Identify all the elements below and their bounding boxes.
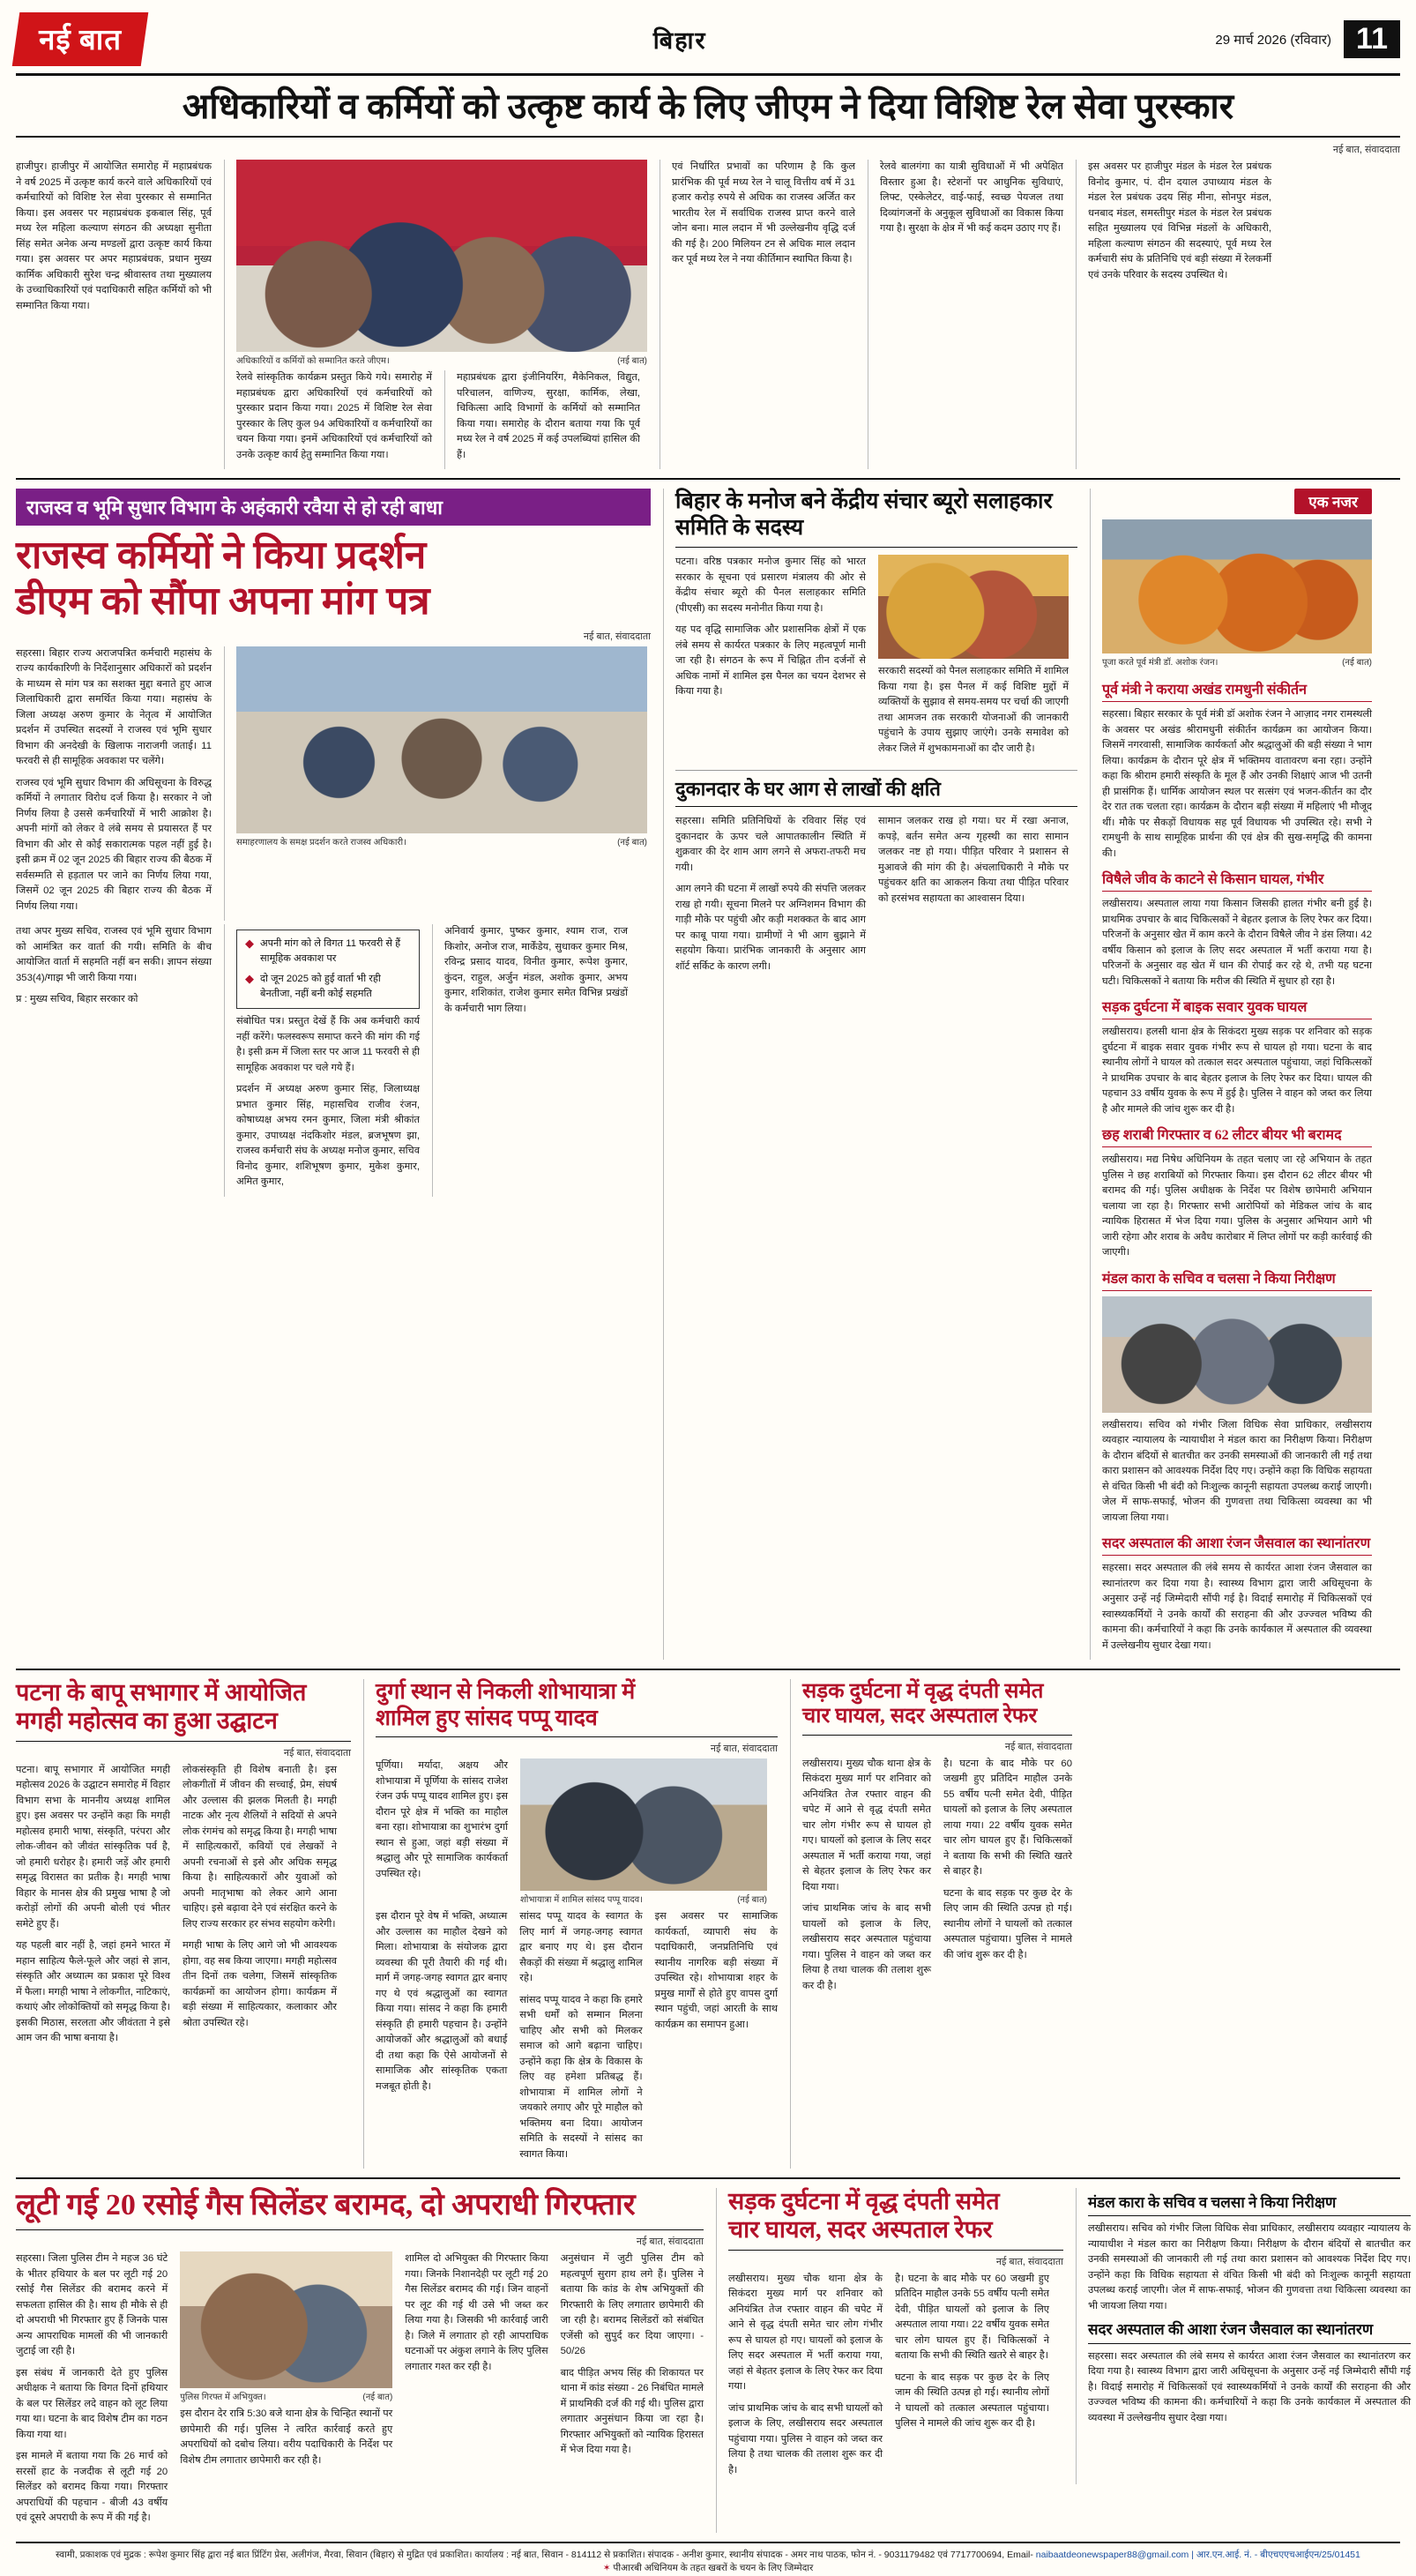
manoj-column xyxy=(663,489,1077,1660)
footer-line-3 xyxy=(16,2562,1400,2576)
revenue-kicker: राजस्व व भूमि सुधार विभाग के अहंकारी रवैया से हो रही बाधा xyxy=(16,489,651,526)
revenue-byline: नई बात, संवाददाता xyxy=(583,631,651,642)
lead-col-2 xyxy=(236,370,432,469)
fire-col-1 xyxy=(675,814,866,981)
accident-para-1: लखीसराय। मुख्य चौक थाना क्षेत्र के सिकंदरा मुख्य मार्ग पर शनिवार को अनियंत्रित तेज रफ्तार वाहन की चपेट में आने से वृद्ध दंपती समेत चार लोग गंभीर रूप से घायल हो गए। घायलों को इलाज के लिए सदर अस्पताल में भर्ती कराया गया, जहां से बेहतर इलाज के लिए रेफर कर दिया गया। xyxy=(802,1758,931,1893)
cylinder-para-3: इस मामले में बताया गया कि 26 मार्च को सरसों हाट के नजदीक से लूटी गई 20 सिलेंडर को बरामद किया गया। गिरफ्तार अपराधियों की पहचान - बीजी 43 वर्षीय एवं दूसरे अपराधी के रूप में की गई है। xyxy=(16,2451,168,2524)
cylinder-para-1: सहरसा। जिला पुलिस टीम ने महज 36 घंटे के भीतर हथियार के बल पर लूटी गई 20 रसोई गैस सिलेंडर की बरामद करने में सफलता हासिल की है। साथ ही मौके से ही दो अपराधी भी गिरफ्तार हुए हैं जिनके पास अन्य आपराधिक मामलों की भी जानकारी जुटाई जा रही है। xyxy=(16,2253,168,2357)
newspaper-logo xyxy=(12,12,149,66)
manoj-col-1 xyxy=(675,555,866,763)
revenue-photo-caption: समाहरणालय के समक्ष प्रदर्शन करते राजस्व अधिकारी। xyxy=(236,837,406,847)
magahi-col-2 xyxy=(183,1763,337,2053)
cylinder-col-1 xyxy=(16,2251,168,2533)
accident2-para-1: लखीसराय। मुख्य चौक थाना क्षेत्र के सिकंदरा मुख्य मार्ग पर शनिवार को अनियंत्रित तेज रफ्तार वाहन की चपेट में आने से वृद्ध दंपती समेत चार लोग गंभीर रूप से घायल हो गए। घायलों को इलाज के लिए सदर अस्पताल में भर्ती कराया गया, जहां से बेहतर इलाज के लिए रेफर कर दिया गया। xyxy=(728,2273,883,2393)
lead-para-3: महाप्रबंधक द्वारा इंजीनियरिंग, मैकेनिकल, विद्युत, परिचालन, वाणिज्य, सुरक्षा, कार्मिक, लेखा, चिकित्सा आदि विभागों के कर्मियों को सम्मानित किया गया। समारोह के दौरान बताया गया कि पूर्व मध्य रेल ने वर्ष 2025 में कई उपलब्धियां हासिल की हैं। xyxy=(457,372,640,460)
durga-caption-line xyxy=(520,1891,767,1909)
accident2-left xyxy=(728,2188,1063,2484)
manoj-para-3: सरकारी सदस्यों को पैनल सलाहकार समिति में शामिल किया गया है। इस पैनल में कई विशिष्ट मुद्दों में व्यक्तियों के सुझाव से समय-समय पर चर्चा की जाएगी तथा आमजन तक सरकारी योजनाओं की जानकारी पहुंचाने के उपाय सुझाए जाएंगे। उनके समावेश को लेकर जिले में शुभकामनाओं का दौर जारी है। xyxy=(878,666,1069,754)
rail-item-body-4: लखीसराय। मद्य निषेध अधिनियम के तहत चलाए जा रहे अभियान के तहत पुलिस ने छह शराबियों को गिरफ्तार किया। इस दौरान 62 लीटर बीयर भी बरामद की गई। पुलिस अधीक्षक के निर्देश पर विशेष छापेमारी अभियान चलाया जा रहा है। गिरफ्तार सभी आरोपियों को मेडिकल जांच के बाद न्यायिक हिरासत में भेज दिया गया। पुलिस के अनुसार अभियान आगे भी जारी रहेगा और शराब के अवैध कारोबार में लिप्त लोगों पर कड़ी कार्रवाई की जाएगी। xyxy=(1102,1154,1372,1258)
section-title: बिहार xyxy=(652,27,707,54)
magahi-story xyxy=(16,1679,351,2169)
accident-col-1 xyxy=(802,1757,931,2001)
rail-item-body-3: लखीसराय। हलसी थाना क्षेत्र के सिकंदरा मुख्य सड़क पर शनिवार को सड़क दुर्घटना में बाइक सवार युवक गंभीर रूप से घायल हो गया। घटना के बाद स्थानीय लोगों ने घायल को तत्काल सदर अस्पताल पहुंचाया, जहां चिकित्सकों ने प्राथमिक उपचार के बाद बेहतर इलाज के लिए रेफर कर दिया। घायल की पहचान 33 वर्षीय युवक के रूप में हुई है। पुलिस ने वाहन को जब्त कर लिया है और मामले की जांच शुरू कर दी है। xyxy=(1102,1027,1372,1115)
logo-text: नई बात xyxy=(39,25,123,56)
magahi-byline: नई बात, संवाददाता xyxy=(283,1747,351,1758)
rail-dup-body-6: सहरसा। सदर अस्पताल की लंबे समय से कार्यरत आशा रंजन जैसवाल का स्थानांतरण कर दिया गया है। स्वास्थ्य विभाग द्वारा जारी अधिसूचना के अनुसार उन्हें नई जिम्मेदारी सौंपी गई है। विदाई समारोह में चिकित्सकों एवं स्वास्थ्यकर्मियों ने उनके कार्यों की सराहना की और उज्ज्वल भविष्य की कामना की। कर्मचारियों ने कहा कि उनके कार्यकाल में अस्पताल की व्यवस्था में उल्लेखनीय सुधार देखा गया। xyxy=(1088,2350,1411,2423)
lead-headline: अधिकारियों व कर्मियों को उत्कृष्ट कार्य के लिए जीएम ने दिया विशिष्ट रेल सेवा पुरस्कार xyxy=(16,76,1400,138)
fourth-band xyxy=(16,2188,1411,2533)
fire-para-3: सामान जलकर राख हो गया। घर में रखा अनाज, कपड़े, बर्तन समेत अन्य गृहस्थी का सारा सामान जलकर नष्ट हो गया। पीड़ित परिवार ने प्रशासन से मुआवजे की मांग की है। अंचलाधिकारी ने मौके पर पहुंचकर क्षति का आकलन किया तथा पीड़ित परिवार को हरसंभव सहायता का आश्वासन दिया। xyxy=(878,816,1069,904)
accident-headline-1: सड़क दुर्घटना में वृद्ध दंपती समेत xyxy=(802,1680,1044,1703)
accident-byline: नई बात, संवाददाता xyxy=(1004,1741,1072,1752)
durga-top xyxy=(376,1758,778,1909)
lead-subcols xyxy=(236,370,647,469)
magahi-headline-1: पटना के बापू सभागार में आयोजित xyxy=(16,1679,307,1706)
fire-para-2: आग लगने की घटना में लाखों रुपये की संपत्ति जलकर राख हो गयी। सूचना मिलने पर अग्निशमन विभाग की गाड़ी मौके पर पहुंची और कड़ी मशक्कत के बाद आग पर काबू पाया गया। ग्रामीणों ने भी आग बुझाने में सहयोग किया। प्रारंभिक जानकारी के अनुसार आग शॉर्ट सर्किट के कारण लगी। xyxy=(675,884,866,972)
rail-item-title-6: सदर अस्पताल की आशा रंजन जैसवाल का स्थानांतरण xyxy=(1102,1533,1372,1556)
footer xyxy=(16,2542,1400,2576)
revenue-bullet-2 xyxy=(245,972,411,1002)
revenue-bullet-box xyxy=(236,930,420,1009)
lead-photo-col xyxy=(224,160,647,469)
revenue-para-2: राजस्व एवं भूमि सुधार विभाग की अधिसूचना के विरुद्ध कर्मियों ने लगातार विरोध दर्ज किया है। सरकार ने जो निर्णय लिया है उससे कर्मचारियों में भारी आक्रोश है। अपनी मांगों को लेकर वे लंबे समय से प्रयासरत हैं पर विभाग की ओर से कोई सकारात्मक पहल नहीं हुई है। इसी क्रम में 02 जून 2025 की बिहार राज्य की बैठक में सर्वसम्मति से हड़ताल पर जाने का निर्णय लिया गया, जिसमें 02 जून 2025 की बिहार राज्य की बैठक में निर्णय लिया गया। xyxy=(16,777,212,912)
eknazar-caption-line xyxy=(1102,653,1372,672)
lead-byline: नई बात, संवाददाता xyxy=(1332,145,1400,155)
cylinder-col-4 xyxy=(561,2251,704,2533)
divider-3 xyxy=(16,1669,1400,1670)
rail-item-title-5: मंडल कारा के सचिव व चलसा ने किया निरीक्षण xyxy=(1102,1268,1372,1291)
fire-para-1: सहरसा। समिति प्रतिनिधियों के रविवार सिंह एवं दुकानदार के ऊपर चले आपातकालीन स्थिति में शुक्रवार की देर शाम आग लगने से अफरा-तफरी मच गयी। xyxy=(675,816,866,873)
cylinder-body xyxy=(16,2251,704,2533)
magahi-body xyxy=(16,1763,351,2053)
lead-story xyxy=(16,160,1400,469)
accident2-right xyxy=(1076,2188,1411,2484)
lead-photo xyxy=(236,160,647,352)
revenue-headline-2: डीएम को सौंपा अपना मांग पत्र xyxy=(16,579,430,623)
revenue-bullet-text-1: अपनी मांग को ले विगत 11 फरवरी से हैं सामूहिक अवकाश पर xyxy=(260,938,401,965)
durga-col-4 xyxy=(655,1909,778,2169)
fire-body xyxy=(675,814,1077,981)
revenue-bullets-col xyxy=(224,924,420,1196)
durga-photo xyxy=(520,1758,767,1891)
rail-item-title-2: विषैले जीव के काटने से किसान घायल, गंभीर xyxy=(1102,869,1372,892)
revenue-photo-credit: (नई बात) xyxy=(617,837,647,847)
durga-para-4: सांसद पप्पू यादव ने कहा कि हमारे सभी धर्मों को सम्मान मिलना चाहिए और सभी को मिलकर समाज को आगे बढ़ाना चाहिए। उन्होंने कहा कि क्षेत्र के विकास के लिए वह हमेशा प्रतिबद्ध हैं। शोभायात्रा में शामिल लोगों ने जयकारे लगाए और पूरे माहौल को भक्तिमय बना दिया। आयोजन समिति के सदस्यों ने सांसद का स्वागत किया। xyxy=(519,1994,643,2160)
revenue-para-6: प्रदर्शन में अध्यक्ष अरुण कुमार सिंह, जिलाध्यक्ष प्रभात कुमार सिंह, महासचिव राजीव रंजन, कोषाध्यक्ष अभय रमन कुमार, जिला मंत्री श्रीकांत कुमार, उपाध्यक्ष नंदकिशोर मंडल, ब्रजभूषण झा, राजस्व कर्मचारी संघ के अध्यक्ष मनोज कुमार, सचिव विनोद कुमार, शशिभूषण कुमार, मुकेश कुमार, अमित कुमार, xyxy=(236,1084,420,1188)
cylinder-story xyxy=(16,2188,704,2533)
durga-photo-credit: (नई बात) xyxy=(737,1895,767,1905)
magahi-para-4: मगही भाषा के लिए आगे जो भी आवश्यक होगा, वह सब किया जाएगा। मगही महोत्सव तीन दिनों तक चलेगा, जिसमें सांस्कृतिक कार्यक्रमों का आयोजन होगा। कार्यक्रम में बड़ी संख्या में साहित्यकार, कलाकार और श्रोता उपस्थित रहे। xyxy=(183,1940,337,2028)
accident-para-3: है। घटना के बाद मौके पर 60 जखमी हुए प्रतिदिन माहौल उनके 55 वर्षीय पत्नी समेत देवी, पीड़ित घायलों को इलाज के लिए अस्पताल लाया गया। 22 वर्षीय युवक समेत चार लोग घायल हुए हैं। चिकित्सकों ने बताया कि सभी की स्थिति खतरे से बाहर है। xyxy=(943,1758,1072,1878)
accident2-byline: नई बात, संवाददाता xyxy=(995,2256,1063,2267)
accident2-story xyxy=(716,2188,1411,2533)
accident-story xyxy=(790,1679,1072,2169)
lead-para-1: हाजीपुर। हाजीपुर में आयोजित समारोह में महाप्रबंधक ने वर्ष 2025 में उत्कृष्ट कार्य करने वाले अधिकारियों एवं कर्मचारियों को विशिष्ट रेल सेवा पुरस्कार से सम्मानित किया। इस अवसर पर महाप्रबंधक इकबाल सिंह, पूर्व मध्य रेल महिला कल्याण संगठन की अध्यक्षा सुनीता सिंह समेत अनेक अन्य मण्डलों द्वारा उत्कृष्ट कार्य किया गया। इस अवसर पर अपर महाप्रबंधक, प्रधान मुख्य कार्मिक अधिकारी सुरेश चन्द्र श्रीवास्तव तथा मुख्यालय के उच्चाधिकारियों एवं पदाधिकारी सहित कर्मियों को भी सम्मानित किया गया। xyxy=(16,161,212,311)
cylinder-byline: नई बात, संवाददाता xyxy=(636,2236,704,2248)
divider-4 xyxy=(16,2177,1400,2179)
durga-bottom xyxy=(376,1909,778,2169)
durga-story xyxy=(363,1679,778,2169)
divider-2 xyxy=(675,770,1077,771)
cylinder-para-2: इस संबंध में जानकारी देते हुए पुलिस अधीक्षक ने बताया कि विगत दिनों हथियार के बल पर सिलेंडर लदे वाहन को लूट लिया गया था। घटना के बाद विशेष टीम का गठन किया गया था। xyxy=(16,2367,168,2440)
lead-col-4 xyxy=(660,160,855,469)
revenue-para-3: तथा अपर मुख्य सचिव, राजस्व एवं भूमि सुधार विभाग को आमंत्रित कर वार्ता की गयी। समिति के बीच आयोजित वार्ता में सहमति नहीं बन सकी। ज्ञापन संख्या 353(4)/गाझ भी जारी किया गया। xyxy=(16,926,212,983)
manoj-col-2 xyxy=(878,555,1069,763)
revenue-photo-col xyxy=(224,646,647,922)
lead-col-1 xyxy=(16,160,212,469)
eknazar-rail xyxy=(1090,489,1372,1660)
revenue-col-2 xyxy=(16,924,212,1196)
durga-byline: नई बात, संवाददाता xyxy=(710,1743,778,1754)
fire-col-2 xyxy=(878,814,1069,981)
footer-imprint: स्वामी, प्रकाशक एवं मुद्रक : रूपेश कुमार सिंह द्वारा नई बात प्रिंटिंग प्रेस, अलीगंज, मैरवा, सिवान (बिहार) से मुद्रित एवं प्रकाशित। कार्यालय : नई बात, सिवान - 814112 से प्रकाशित। संपादक - अनीश कुमार, स्थानीय संपादक - अमर नाथ पाठक, फोन नं. - 9031179482 एवं 7717700694, Email- xyxy=(56,2549,1033,2560)
eknazar-badge: एक नजर xyxy=(1294,489,1372,514)
revenue-para-1: सहरसा। बिहार राज्य अराजपत्रित कर्मचारी महासंघ के राज्य कार्यकारिणी के निर्देशानुसार अधिकारों को प्रदर्शन के माध्यम से मांग पत्र का सशक्त मुद्दा बनाते हुए आज जिलाधिकारी द्वारा समर्थित किया गया। महासंघ के जिला अध्यक्ष अरुण कुमार के नेतृत्व में आयोजित प्रदर्शन में उपस्थित सदस्यों ने राजस्व एवं भूमि सुधार विभाग की अनदेखी के खिलाफ नाराजगी जताई। 11 फरवरी से ही सामूहिक अवकाश पर चलेंगे। xyxy=(16,647,212,767)
fire-headline: दुकानदार के घर आग से लाखों की क्षति xyxy=(675,778,1077,807)
cylinder-photo-caption: पुलिस गिरफ्त में अभियुक्त। xyxy=(180,2393,266,2403)
middle-band xyxy=(16,489,1400,1660)
rail-dup-title-6: सदर अस्पताल की आशा रंजन जैसवाल का स्थानांतरण xyxy=(1088,2320,1411,2343)
revenue-top xyxy=(16,646,651,922)
revenue-bullet-1 xyxy=(245,937,411,967)
footer-line-1 xyxy=(16,2549,1400,2563)
cylinder-para-4: शामिल दो अभियुक्त की गिरफ्तार किया गया। जिनके निशानदेही पर लूटी गई 20 गैस सिलेंडर बरामद की गई। जिन वाहनों पर लूट की गई थी उसे भी जब्त कर लिया गया है। जिसकी भी कार्रवाई जारी है। जिले में लगातार हो रही आपराधिक घटनाओं पर अंकुश लगाने के लिए पुलिस लगातार गश्त कर रही है। xyxy=(405,2253,548,2372)
masthead-right xyxy=(1215,20,1400,58)
durga-para-3: सांसद पप्पू यादव के स्वागत के लिए मार्ग में जगह-जगह स्वागत द्वार बनाए गए थे। इस दौरान सैकड़ों की संख्या में श्रद्धालु शामिल रहे। xyxy=(519,1911,643,1983)
accident2-body xyxy=(728,2272,1063,2485)
third-band xyxy=(16,1679,1400,2169)
revenue-col-3 xyxy=(432,924,628,1196)
durga-headline-1: दुर्गा स्थान से निकली शोभायात्रा में xyxy=(376,1680,636,1704)
rail-item-body-2: लखीसराय। अस्पताल लाया गया किसान जिसकी हालत गंभीर बनी हुई है। प्राथमिक उपचार के बाद चिकित्सकों ने बेहतर इलाज के लिए रेफर कर दिया। परिजनों के अनुसार खेत में काम करने के दौरान विषैले जीव ने डंस लिया। 42 वर्षीय किसान को इलाज के लिए सदर अस्पताल में भर्ती कराया गया है। परिजनों के अनुसार वह खेत में धान की रोपाई कर रहे थे, तभी यह घटना घटी। चिकित्सकों ने बताया कि मरीज की स्थिति में सुधार हो रहा है। xyxy=(1102,899,1372,987)
cylinder-para-6: अनुसंधान में जुटी पुलिस टीम को महत्वपूर्ण सुराग हाथ लगे हैं। पुलिस ने बताया कि कांड के शेष अभियुक्तों की गिरफ्तारी के लिए लगातार छापेमारी की जा रही है। बरामद सिलेंडरों को संबंधित एजेंसी को सुपुर्द कर दिया जाएगा। - 50/26 xyxy=(560,2253,704,2357)
magahi-para-1: पटना। बापू सभागार में आयोजित मगही महोत्सव 2026 के उद्घाटन समारोह में विहार विभाग सभा के माननीय अध्यक्ष शामिल हुए। इस अवसर पर उन्होंने कहा कि मगही महोत्सव हमारी भाषा, संस्कृति, परंपरा और लोक-जीवन को जीवंत सांस्कृतिक पर्व है, जो हमारी धरोहर है। हमारी जड़ें और हमारी समृद्ध विरासत का प्रतीक है। मगही भाषा विहार के मानस क्षेत्र की प्रमुख भाषा है जो करोड़ों लोगों की अपनी बोली एवं भीतर समेटे हुए हैं। xyxy=(16,1764,170,1930)
revenue-para-7: अनिवार्य कुमार, पुष्कर कुमार, श्याम राज, राज किशोर, अनोज राज, मार्केंडेय, सुधाकर कुमार मिश्र, रविन्द्र प्रसाद यादव, विनीत कुमार, रूपेश कुमार, कुंदन, राहुल, अर्जुन मंडल, अशोक कुमार, अभय कुमार, शशिकांत, राजेश कुमार समेत विभिन्न प्रखंडों के कर्मचारी भाग लिया। xyxy=(444,926,628,1014)
durga-col-1 xyxy=(376,1758,508,1909)
accident-para-2: जांच प्राथमिक जांच के बाद सभी घायलों को इलाज के लिए, लखीसराय सदर अस्पताल पहुंचाया गया। पुलिस ने वाहन को जब्त कर लिया है तथा चालक की तलाश शुरू कर दी है। xyxy=(802,1903,931,1991)
divider-1 xyxy=(16,478,1400,480)
lead-col-6 xyxy=(1076,160,1271,469)
rail-item-body-5: लखीसराय। सचिव को गंभीर जिला विधिक सेवा प्राधिकार, लखीसराय व्यवहार न्यायालय के न्यायाधीश ने मंडल कारा का निरीक्षण किया। निरीक्षण के दौरान बंदियों से बातचीत कर उनकी समस्याओं की जानकारी ली गई तथा कारा प्रशासन को आवश्यक निर्देश दिए गए। उन्होंने कहा कि विधिक सहायता से वंचित किसी भी बंदी को निःशुल्क कानूनी सहायता उपलब्ध कराई जाएगी। जेल में साफ-सफाई, भोजन की गुणवत्ता तथा चिकित्सा व्यवस्था का भी जायजा लिया गया। xyxy=(1102,1419,1372,1523)
cylinder-para-7: बाद पीड़ित अभय सिंह की शिकायत पर थाना में कांड संख्या - 26 निबंधित मामले में प्राथमिकी दर्ज की गई थी। पुलिस द्वारा लगातार अनुसंधान किया जा रहा है। गिरफ्तार अभियुक्तों को न्यायिक हिरासत में भेज दिया गया है। xyxy=(560,2367,704,2456)
eknazar-photo-caption: पूजा करते पूर्व मंत्री डॉ. अशोक रंजन। xyxy=(1102,658,1219,668)
manoj-para-1: पटना। वरिष्ठ पत्रकार मनोज कुमार सिंह को भारत सरकार के सूचना एवं प्रसारण मंत्रालय की ओर से केंद्रीय संचार ब्यूरो की पैनल सलाहकार समिति (पीएसी) का सदस्य मनोनीत किया गया है। xyxy=(675,556,866,614)
publication-date: 29 मार्च 2026 (रविवार) xyxy=(1215,32,1332,48)
revenue-bottom xyxy=(16,924,651,1196)
durga-col-3 xyxy=(519,1909,642,2169)
cylinder-col-3 xyxy=(405,2251,548,2533)
bullet-dot-icon: ◆ xyxy=(245,972,254,986)
revenue-para-5: संबोधित पत्र। प्रस्तुत देखें हैं कि अब कर्मचारी कार्य नहीं करेंगे। फलस्वरूप समाप्त करने की मांग की गई है। इसी क्रम में जिला स्तर पर आज 11 फरवरी से ही सामूहिक अवकाश पर चले गये हैं। xyxy=(236,1016,420,1073)
lead-para-6: इस अवसर पर हाजीपुर मंडल के मंडल रेल प्रबंधक विनोद कुमार, पं. दीन दयाल उपाध्याय मंडल के मंडल रेल प्रबंधक उदय सिंह मीना, सोनपुर मंडल, धनबाद मंडल, समस्तीपुर मंडल के मंडल रेल प्रबंधक सहित मुख्यालय एवं विभिन्न मंडलों के अधिकारी, महिला कल्याण संगठन की सदस्याएं, पूर्व मध्य रेल कर्मचारी संघ के प्रतिनिधि एवं बड़ी संख्या में रेलकर्मी एवं उनके परिवार के सदस्य उपस्थित थे। xyxy=(1088,161,1271,280)
lead-photo-credit: (नई बात) xyxy=(617,356,647,366)
accident2-inner xyxy=(728,2188,1411,2484)
magahi-para-2: यह पहली बार नहीं है, जहां हमने भारत में महान साहित्य फैले-फूले और जहां से ज्ञान, संस्कृति और अध्यात्म का प्रकाश पूरे विश्व में फैला। मगही भाषा ने लोकगीत, नाटिकाएं, कथाएं और लोकोक्तियों को समृद्ध किया है। इसकी मिठास, सरलता और जीवंतता ने इसे आम जन की भाषा बनाया है। xyxy=(16,1940,170,2044)
lead-photo-caption-line xyxy=(236,352,647,370)
footer-contact[interactable]: naibaatdeonewspaper88@gmail.com | आर.एन.आई. नं. - बीएचएएचआईएन/25/01451 xyxy=(1035,2549,1360,2560)
cylinder-photo xyxy=(180,2251,392,2388)
accident2-col-1 xyxy=(728,2272,883,2485)
revenue-photo xyxy=(236,646,647,833)
revenue-bullet-text-2: दो जून 2025 को हुई वार्ता भी रही बेनतीजा, नहीं बनी कोई सहमति xyxy=(260,974,381,1000)
magahi-para-3: लोकसंस्कृति ही विशेष बनाती है। इस लोकगीतों में जीवन की सच्चाई, प्रेम, संघर्ष और उल्लास की झलक मिलती है। मगही नाटक और नृत्य शैलियों ने सदियों से अपने लोक रंगमंच को समृद्ध किया है। मगही भाषा में साहित्यकारों, कवियों एवं लेखकों ने अपनी रचनाओं से इसे और अधिक समृद्ध किया है। साहित्यकारों और युवाओं को अपनी मातृभाषा को लेकर आगे आना चाहिए। इसे बढ़ावा देने एवं संरक्षित करने के लिए राज्य सरकार हर संभव सहयोग करेगी। xyxy=(183,1764,337,1930)
rail-item-body-1: सहरसा। बिहार सरकार के पूर्व मंत्री डॉ अशोक रंजन ने आज़ाद नगर रामस्थली के अवसर पर अखंड श्रीरामधुनी संकीर्तन कार्यक्रम का आयोजन किया। जिसमें नगरवासी, सामाजिक कार्यकर्ता और श्रद्धालुओं की बड़ी संख्या ने भाग लिया। कार्यक्रम के दौरान पूरे क्षेत्र में भक्तिमय वातावरण बना रहा। उन्होंने कहा कि श्रीराम हमारी संस्कृति के मूल हैं और उनकी शिक्षाएं आज भी उतनी ही प्रासंगिक हैं। धार्मिक आयोजन स्थल पर सत्संग एवं भजन-कीर्तन का दौर देर रात तक चलता रहा। कार्यक्रम के दौरान बड़ी संख्या में महिलाएं भी मौजूद थीं। मौके पर सैकड़ों विधायक सह पूर्व विधायक भी उपस्थित रहे। सभी ने रामधुनी के साथ सामूहिक प्रार्थना की एवं क्षेत्र की सुख-समृद्धि की कामना की। xyxy=(1102,709,1372,859)
durga-para-1: पूर्णिया। मर्यादा, अक्षय और शोभायात्रा में पूर्णिया के सांसद राजेश रंजन उर्फ पप्पू यादव शामिल हुए। इस दौरान पूरे क्षेत्र में भक्ति का माहौल बना रहा। शोभायात्रा का शुभारंभ दुर्गा स्थान से हुआ, जहां बड़ी संख्या में श्रद्धालु और पूरे सामाजिक कार्यकर्ता उपस्थित रहे। xyxy=(376,1760,508,1879)
cylinder-headline: लूटी गई 20 रसोई गैस सिलेंडर बरामद, दो अपराधी गिरफ्तार xyxy=(16,2188,704,2230)
rail-photo-2 xyxy=(1102,1296,1372,1413)
lead-col-3 xyxy=(444,370,640,469)
footer-note: पीआरबी अधिनियम के तहत खबरों के चयन के लिए जिम्मेदार xyxy=(613,2563,814,2574)
magahi-headline-2: मगही महोत्सव का हुआ उद्घाटन xyxy=(16,1707,351,1742)
accident2-para-3: है। घटना के बाद मौके पर 60 जखमी हुए प्रतिदिन माहौल उनके 55 वर्षीय पत्नी समेत देवी, पीड़ित घायलों को इलाज के लिए अस्पताल लाया गया। 22 वर्षीय युवक समेत चार लोग घायल हुए हैं। चिकित्सकों ने बताया कि सभी की स्थिति खतरे से बाहर है। xyxy=(895,2273,1049,2362)
accident2-headline-1: सड़क दुर्घटना में वृद्ध दंपती समेत xyxy=(728,2188,1000,2214)
magahi-col-1 xyxy=(16,1763,170,2053)
cylinder-photo-col xyxy=(180,2251,392,2533)
manoj-photo xyxy=(878,555,1069,659)
revenue-para-4: प्र : मुख्य सचिव, बिहार सरकार को xyxy=(16,994,138,1005)
lead-para-5: रेलवे बालगंगा का यात्री सुविधाओं में भी अपेक्षित विस्तार हुआ है। स्टेशनों पर आधुनिक सुविधाएं, लिफ्ट, एस्केलेटर, वाई-फाई, स्वच्छ पेयजल तथा दिव्यांगजनों के अनुकूल सुविधाओं का विकास किया गया है। सुरक्षा के क्षेत्र में भी कई कदम उठाए गए हैं। xyxy=(880,161,1063,234)
lead-para-4: एवं निर्धारित प्रभावों का परिणाम है कि कुल प्रारंभिक की पूर्व मध्य रेल ने चालू वित्तीय वर्ष में 31 हजार करोड़ रुपये से अधिक का राजस्व अर्जित कर भारतीय रेल में सर्वाधिक राजस्व प्राप्त करने वाले जोन बना। माल लदान में भी उल्लेखनीय वृद्धि दर्ज की गई है। 200 मिलियन टन से अधिक माल लदान कर पूर्व मध्य रेल ने नया कीर्तिमान स्थापित किया है। xyxy=(672,161,855,265)
durga-photo-caption: शोभायात्रा में शामिल सांसद पप्पू यादव। xyxy=(520,1895,644,1905)
masthead xyxy=(16,12,1400,76)
rail-dup-title-5: मंडल कारा के सचिव व चलसा ने किया निरीक्षण xyxy=(1088,2193,1411,2216)
durga-para-2: इस दौरान पूरे वेष में भक्ति, अध्यात्म और उल्लास का माहौल देखने को मिला। शोभायात्रा के संयोजक द्वारा व्यवस्था की पूरी तैयारी की गई थी। मार्ग में जगह-जगह स्वागत द्वार बनाए गए थे एवं श्रद्धालुओं का स्वागत किया गया। सांसद ने कहा कि हमारी संस्कृति ही हमारी पहचान है। उन्होंने आयोजकों और श्रद्धालुओं को बधाई दी तथा कहा कि ऐसे आयोजनों से सामाजिक और सांस्कृतिक एकता मजबूत होती है। xyxy=(376,1911,508,2092)
rail-dup-body-5: लखीसराय। सचिव को गंभीर जिला विधिक सेवा प्राधिकार, लखीसराय व्यवहार न्यायालय के न्यायाधीश ने मंडल कारा का निरीक्षण किया। निरीक्षण के दौरान बंदियों से बातचीत कर उनकी समस्याओं की जानकारी ली गई तथा कारा प्रशासन को आवश्यक निर्देश दिए गए। उन्होंने कहा कि विधिक सहायता से वंचित किसी भी बंदी को निःशुल्क कानूनी सहायता उपलब्ध कराई जाएगी। जेल में साफ-सफाई, भोजन की गुणवत्ता तथा चिकित्सा व्यवस्था का भी जायजा लिया गया। xyxy=(1088,2223,1411,2311)
durga-para-5: इस अवसर पर सामाजिक कार्यकर्ता, व्यापारी संघ के पदाधिकारी, जनप्रतिनिधि एवं स्थानीय नागरिक बड़ी संख्या में उपस्थित रहे। शोभायात्रा शहर के प्रमुख मार्गों से होते हुए वापस दुर्गा स्थान पहुंची, जहां आरती के साथ कार्यक्रम का समापन हुआ। xyxy=(654,1911,778,2030)
revenue-caption-line xyxy=(236,833,647,852)
cylinder-photo-credit: (नई बात) xyxy=(362,2393,393,2403)
lead-para-2: रेलवे सांस्कृतिक कार्यक्रम प्रस्तुत किये गये। समारोह में महाप्रबंधक द्वारा अधिकारियों एवं कर्मचारियों को पुरस्कार प्रदान किया गया। 2025 में विशिष्ट रेल सेवा पुरस्कार के लिए कुल 94 अधिकारियों व कर्मचारियों का चयन किया गया। इनमें अधिकारियों एवं कर्मचारियों को उनके उत्कृष्ट कार्य हेतु सम्मानित किया गया। xyxy=(236,372,432,460)
accident-headline-2: चार घायल, सदर अस्पताल रेफर xyxy=(802,1704,1072,1735)
durga-col-2 xyxy=(376,1909,507,2169)
lead-photo-caption: अधिकारियों व कर्मियों को सम्मानित करते जीएम। xyxy=(236,356,390,366)
revenue-col-1 xyxy=(16,646,212,922)
rail-item-body-6: सहरसा। सदर अस्पताल की लंबे समय से कार्यरत आशा रंजन जैसवाल का स्थानांतरण कर दिया गया है। स्वास्थ्य विभाग द्वारा जारी अधिसूचना के अनुसार उन्हें नई जिम्मेदारी सौंपी गई है। विदाई समारोह में चिकित्सकों एवं स्वास्थ्यकर्मियों ने उनके कार्यों की सराहना की और उज्ज्वल भविष्य की कामना की। कर्मचारियों ने कहा कि उनके कार्यकाल में अस्पताल की व्यवस्था में उल्लेखनीय सुधार देखा गया। xyxy=(1102,1563,1372,1651)
accident2-para-4: घटना के बाद सड़क पर कुछ देर के लिए जाम की स्थिति उत्पन्न हो गई। स्थानीय लोगों ने घायलों को तत्काल अस्पताल पहुंचाया। पुलिस ने मामले की जांच शुरू कर दी है। xyxy=(895,2371,1049,2430)
accident2-para-2: जांच प्राथमिक जांच के बाद सभी घायलों को इलाज के लिए, लखीसराय सदर अस्पताल पहुंचाया गया। पुलिस ने वाहन को जब्त कर लिया है तथा चालक की तलाश शुरू कर दी है। xyxy=(728,2402,883,2475)
accident2-headline-2: चार घायल, सदर अस्पताल रेफर xyxy=(728,2216,1063,2251)
rail-item-title-4: छह शराबी गिरफ्तार व 62 लीटर बीयर भी बरामद xyxy=(1102,1124,1372,1147)
manoj-body xyxy=(675,555,1077,763)
lead-col-5 xyxy=(868,160,1063,469)
revenue-story xyxy=(16,489,651,1660)
accident-body xyxy=(802,1757,1072,2001)
cylinder-caption-line xyxy=(180,2388,392,2407)
revenue-headline-1: राजस्व कर्मियों ने किया प्रदर्शन xyxy=(16,534,427,577)
accident-col-2 xyxy=(943,1757,1072,2001)
eknazar-photo-credit: (नई बात) xyxy=(1342,658,1372,668)
page-number: 11 xyxy=(1344,20,1400,58)
manoj-para-2: यह पद वृद्धि सामाजिक और प्रशासनिक क्षेत्रों में एक लंबे समय से कार्यरत पत्रकार के लिए महत्वपूर्ण मानी जा रही है। संगठन के रूप में चिह्नित तीन दर्जनों से अधिक नामों में शामिल इस पैनल का चयन देशभर से किया गया है। xyxy=(675,624,866,697)
durga-photo-col xyxy=(520,1758,767,1909)
rail-item-title-3: सड़क दुर्घटना में बाइक सवार युवक घायल xyxy=(1102,997,1372,1019)
manoj-headline: बिहार के मनोज बने केंद्रीय संचार ब्यूरो सलाहकार समिति के सदस्य xyxy=(675,489,1077,548)
asterisk-icon: ✶ xyxy=(602,2563,611,2574)
accident-para-4: घटना के बाद सड़क पर कुछ देर के लिए जाम की स्थिति उत्पन्न हो गई। स्थानीय लोगों ने घायलों को तत्काल अस्पताल पहुंचाया। पुलिस ने मामले की जांच शुरू कर दी है। xyxy=(943,1887,1072,1960)
bullet-dot-icon: ◆ xyxy=(245,937,254,951)
cylinder-para-5: इस दौरान देर रात्रि 5:30 बजे थाना क्षेत्र के चिन्हित स्थानों पर छापेमारी की गई। पुलिस ने त्वरित कार्रवाई करते हुए अपराधियों को दबोच लिया। वरीय पदाधिकारी के निर्देश पर विशेष टीम लगातार छापेमारी कर रही है। xyxy=(180,2408,393,2466)
accident2-col-2 xyxy=(895,2272,1049,2485)
durga-headline-2: शामिल हुए सांसद पप्पू यादव xyxy=(376,1706,778,1738)
rail-item-title-1: पूर्व मंत्री ने कराया अखंड रामधुनी संकीर्तन xyxy=(1102,679,1372,702)
eknazar-photo xyxy=(1102,519,1372,653)
